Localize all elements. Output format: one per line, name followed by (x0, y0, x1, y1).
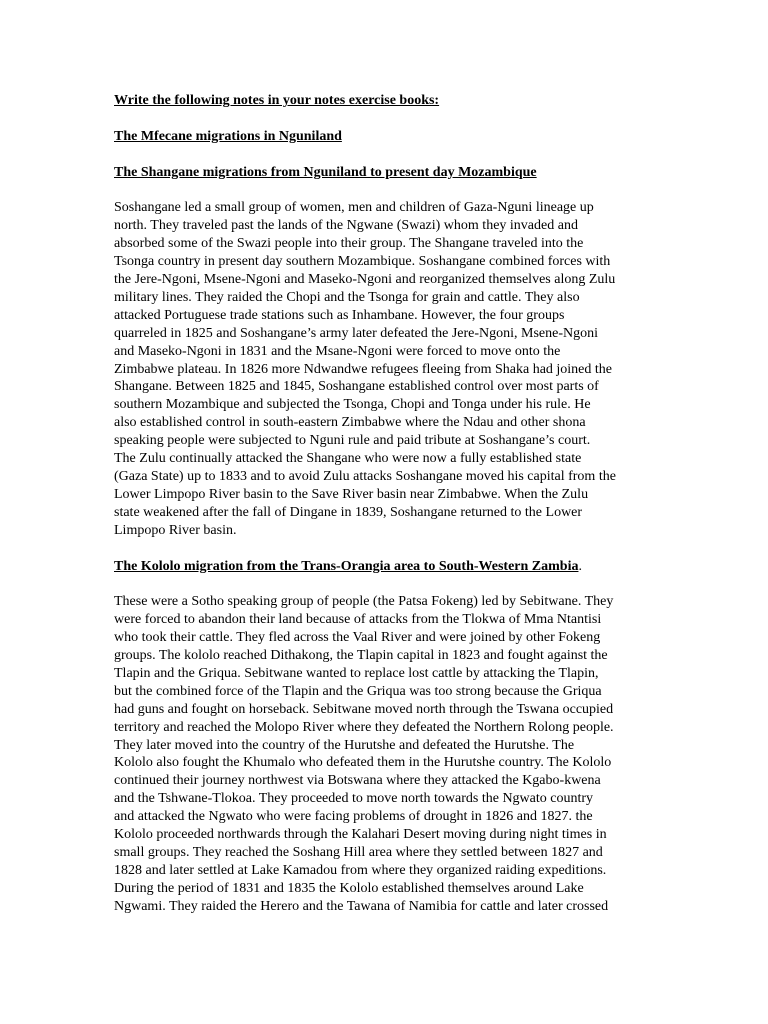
paragraph-line: (Gaza State) up to 1833 and to avoid Zulu attacks Soshangane moved his capital from the (114, 468, 616, 484)
paragraph-line: territory and reached the Molopo River where they defeated the Northern Rolong people. (114, 719, 614, 735)
kololo-heading-line (114, 558, 656, 576)
paragraph-line: Tlapin and the Griqua. Sebitwane wanted to replace lost cattle by attacking the Tlapin, (114, 665, 599, 681)
paragraph-line: and the Tshwane-Tlokoa. They proceeded to move north towards the Ngwato country (114, 791, 594, 807)
section-title: The Mfecane migrations in Nguniland (114, 128, 342, 144)
paragraph-line: absorbed some of the Swazi people into their group. The Shangane traveled into the (114, 236, 584, 252)
paragraph-line: Tsonga country in present day southern Mozambique. Soshangane combined forces with (114, 254, 611, 270)
document-page (114, 92, 656, 916)
kololo-heading-period: . (578, 558, 582, 574)
spacer (114, 146, 656, 164)
paragraph-line: were forced to abandon their land because of attacks from the Tlokwa of Mma Ntantisi (114, 612, 602, 628)
paragraph-line: groups. The kololo reached Dithakong, the Tlapin capital in 1823 and fought against the (114, 648, 608, 664)
paragraph-line: the Jere-Ngoni, Msene-Ngoni and Maseko-Ngoni and reorganized themselves along Zulu (114, 272, 616, 288)
paragraph-line: They later moved into the country of the Hurutshe and defeated the Hurutshe. The (114, 737, 575, 753)
kololo-heading: The Kololo migration from the Trans-Orangia area to South-Western Zambia (114, 558, 579, 574)
paragraph-line: who took their cattle. They fled across the Vaal River and were joined by other Fokeng (114, 630, 601, 646)
spacer (114, 110, 656, 128)
paragraph-line: speaking people were subjected to Nguni rule and paid tribute at Soshangane’s court. (114, 433, 591, 449)
paragraph-line: Limpopo River basin. (114, 522, 237, 538)
paragraph-line: Kololo also fought the Khumalo who defeated them in the Hurutshe country. The Kololo (114, 755, 612, 771)
kololo-paragraph (114, 593, 656, 915)
paragraph-line: had guns and fought on horseback. Sebitwane moved north through the Tswana occupied (114, 701, 614, 717)
spacer (114, 575, 656, 593)
paragraph-line: north. They traveled past the lands of the Ngwane (Swazi) whom they invaded and (114, 218, 578, 234)
paragraph-line: The Zulu continually attacked the Shangane who were now a fully established state (114, 451, 582, 467)
paragraph-line: and Maseko-Ngoni in 1831 and the Msane-Ngoni were forced to move onto the (114, 343, 561, 359)
paragraph-line: attacked Portuguese trade stations such as Inhambane. However, the four groups (114, 307, 565, 323)
paragraph-line: and attacked the Ngwato who were facing problems of drought in 1826 and 1827. the (114, 809, 593, 825)
paragraph-line: Ngwami. They raided the Herero and the Tawana of Namibia for cattle and later crossed (114, 898, 609, 914)
instruction-heading: Write the following notes in your notes exercise books: (114, 93, 440, 108)
shangane-heading: The Shangane migrations from Nguniland to present day Mozambique (114, 164, 537, 180)
paragraph-line: These were a Sotho speaking group of people (the Patsa Fokeng) led by Sebitwane. They (114, 594, 614, 610)
paragraph-line: continued their journey northwest via Botswana where they attacked the Kgabo-kwena (114, 773, 601, 789)
paragraph-line: state weakened after the fall of Dingane in 1839, Soshangane returned to the Lower (114, 504, 583, 520)
paragraph-line: military lines. They raided the Chopi and the Tsonga for grain and cattle. They also (114, 289, 580, 305)
paragraph-line: quarreled in 1825 and Soshangane’s army later defeated the Jere-Ngoni, Msene-Ngoni (114, 325, 599, 341)
paragraph-line: Shangane. Between 1825 and 1845, Soshangane established control over most parts of (114, 379, 599, 395)
paragraph-line: Zimbabwe plateau. In 1826 more Ndwandwe refugees fleeing from Shaka had joined the (114, 361, 612, 377)
shangane-paragraph (114, 199, 656, 539)
spacer (114, 540, 656, 558)
paragraph-line: Soshangane led a small group of women, men and children of Gaza-Nguni lineage up (114, 200, 594, 216)
paragraph-line: Kololo proceeded northwards through the Kalahari Desert moving during night times in (114, 827, 607, 843)
spacer (114, 182, 656, 200)
paragraph-line: Lower Limpopo River basin to the Save River basin near Zimbabwe. When the Zulu (114, 486, 589, 502)
paragraph-line: southern Mozambique and subjected the Tsonga, Chopi and Tonga under his rule. He (114, 397, 591, 413)
paragraph-line: also established control in south-eastern Zimbabwe where the Ndau and other shona (114, 415, 586, 431)
paragraph-line: but the combined force of the Tlapin and the Griqua was too strong because the Griqua (114, 683, 602, 699)
paragraph-line: 1828 and later settled at Lake Kamadou from where they organized raiding expeditions. (114, 862, 607, 878)
paragraph-line: small groups. They reached the Soshang Hill area where they settled between 1827 and (114, 844, 603, 860)
paragraph-line: During the period of 1831 and 1835 the Kololo established themselves around Lake (114, 880, 584, 896)
